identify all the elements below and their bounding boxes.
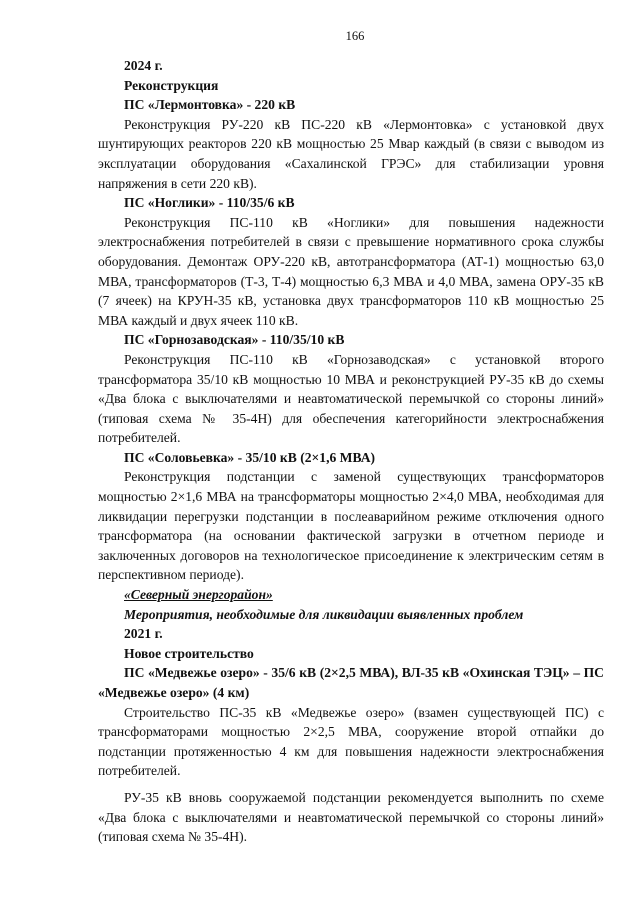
subheading-new-construction: Новое строительство: [124, 645, 254, 661]
substation-heading-solovyevka: ПС «Соловьевка» - 35/10 кВ (2×1,6 МВА): [124, 449, 376, 465]
year-heading-2024: 2024 г.: [124, 58, 163, 73]
paragraph-lermontovka: Реконструкция РУ-220 кВ ПС-220 кВ «Лермонтовка» с установкой двух шунтирующих реакторов 220 кВ мощностью 25 Мвар каждый (в связи с выводом из эксплуатации оборудования «Сахалинской ГРЭС» для стабилизации уровня напряжения в сети 220 кВ).: [98, 116, 604, 191]
paragraph-nogliki: Реконструкция ПС-110 кВ «Ноглики» для повышения надежности электроснабжения потребителей в связи с превышение нормативного срока службы оборудования. Демонтаж ОРУ-220 кВ, автотрансформатора (АТ-1) мощностью 63,0 МВА, трансформаторов (Т-3, Т-4) мощностью 6,3 МВА и 4,0 МВА, замена ОРУ-35 кВ (7 ячеек) на КРУН-35 кВ, установка двух трансформаторов 110 кВ мощностью 25 МВА каждый и двух ячеек 110 кВ.: [98, 214, 604, 328]
year-heading-2021: 2021 г.: [124, 626, 163, 642]
document-page: [98, 28, 604, 847]
section-heading-north-energy-district: «Северный энергорайон»: [124, 587, 273, 603]
substation-heading-gornozavodskaya: ПС «Горнозаводская» - 110/35/10 кВ: [124, 332, 345, 348]
paragraph-medvezhye-ozero: Строительство ПС-35 кВ «Медвежье озеро» (взамен существующей ПС) с трансформаторами мощностью 2×2,5 МВА, сооружение второй отпайки до подстанции протяженностью 4 км для повышения надежности электроснабжения потребителей.: [98, 704, 604, 779]
substation-heading-medvezhye-ozero: ПС «Медвежье озеро» - 35/6 кВ (2×2,5 МВА), ВЛ-35 кВ «Охинская ТЭЦ» – ПС «Медвежье озеро» (4 км): [98, 665, 604, 700]
substation-heading-nogliki: ПС «Ноглики» - 110/35/6 кВ: [124, 195, 295, 211]
paragraph-ru35-scheme: РУ-35 кВ вновь сооружаемой подстанции рекомендуется выполнить по схеме «Два блока с выключателями и неавтоматической перемычкой со стороны линий» (типовая схема № 35-4Н).: [98, 789, 604, 845]
subsection-heading-measures: Мероприятия, необходимые для ликвидации выявленных проблем: [124, 606, 524, 622]
page-number: 166: [345, 29, 365, 43]
subheading-reconstruction: Реконструкция: [124, 77, 219, 93]
paragraph-gornozavodskaya: Реконструкция ПС-110 кВ «Горнозаводская» с установкой второго трансформатора 35/10 кВ мощностью 10 МВА и реконструкцией РУ-35 кВ до схемы «Два блока с выключателями и неавтоматической перемычкой со стороны линий» (типовая схема № 35-4Н) для обеспечения категорийности электроснабжения потребителей.: [98, 351, 604, 446]
substation-heading-lermontovka: ПС «Лермонтовка» - 220 кВ: [124, 97, 296, 113]
paragraph-solovyevka: Реконструкция подстанции с заменой существующих трансформаторов мощностью 2×1,6 МВА на трансформаторы мощностью 2×4,0 МВА, необходимая для ликвидации перегрузки подстанции в послеаварийном режиме отключения одного трансформатора (на основании фактической загрузки в отчетном периоде и заключенных договоров на технологическое присоединение к электрическим сетям в перспективном периоде).: [98, 469, 604, 583]
